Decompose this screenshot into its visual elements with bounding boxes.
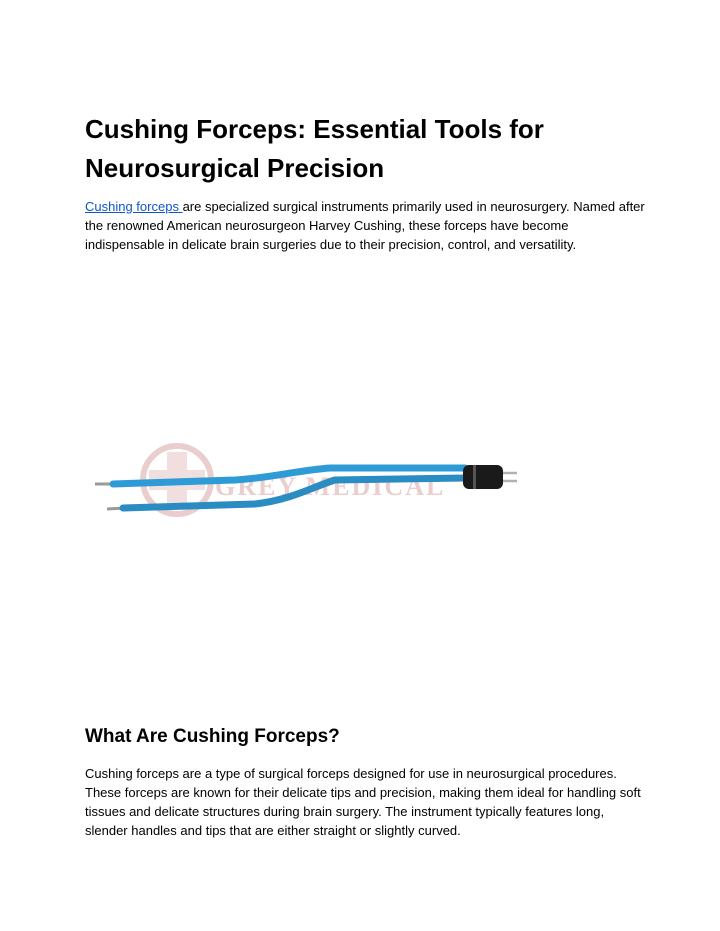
section-heading: What Are Cushing Forceps? — [85, 726, 340, 747]
bipolar-forceps-illustration — [85, 400, 545, 560]
watermark-text: GREY MEDICAL — [215, 472, 446, 501]
cushing-forceps-link[interactable]: Cushing forceps — [85, 199, 183, 214]
section-paragraph: Cushing forceps are a type of surgical forceps designed for use in neurosurgical procedures. These forceps are known for their delicate tips and precision, making them ideal for handling soft tissues and delicate structures during brain surgery. The instrument typically features long, slender handles and tips that are either straight or slightly curved. — [85, 766, 641, 838]
intro-text: are specialized surgical instruments primarily used in neurosurgery. Named after the renowned American neurosurgeon Harvey Cushing, these forceps have become indispensable in delicate brain surgeries due to their precision, control, and versatility. — [85, 199, 645, 252]
forceps-image — [85, 400, 545, 560]
page-title: Cushing Forceps: Essential Tools for Neurosurgical Precision — [85, 114, 544, 183]
intro-paragraph — [85, 197, 645, 254]
